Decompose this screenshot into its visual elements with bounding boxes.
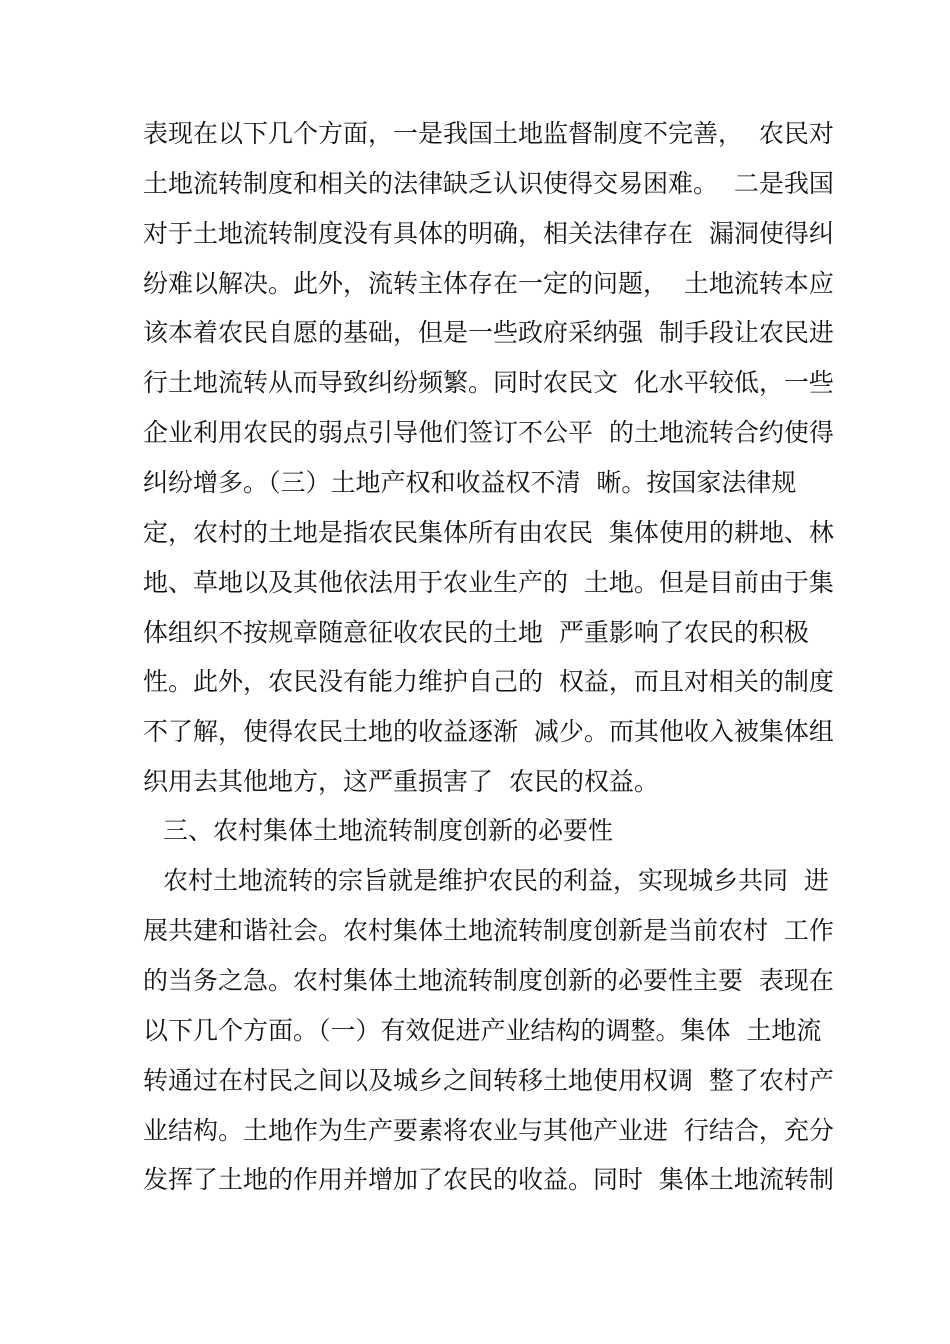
paragraph-line: 企业利用农民的弱点引导他们签订不公平 的土地流转合约使得 (143, 418, 834, 447)
paragraph-line: 地、草地以及其他依法用于农业生产的 土地。但是目前由于集 (143, 568, 834, 597)
paragraph-line: 以下几个方面。（一）有效促进产业结构的调整。集体 土地流 (143, 1016, 822, 1045)
paragraph-line: 农村土地流转的宗旨就是维护农民的利益，实现城乡共同 进 (163, 866, 829, 895)
paragraph-line: 土地流转制度和相关的法律缺乏认识使得交易困难。 二是我国 (143, 169, 834, 198)
paragraph-line: 业结构。土地作为生产要素将农业与其他产业进 行结合，充分 (143, 1116, 834, 1145)
paragraph-line: 的当务之急。农村集体土地流转制度创新的必要性主要 表现在 (143, 966, 834, 995)
paragraph-line: 纷难以解决。此外，流转主体存在一定的问题， 土地流转本应 (143, 269, 834, 298)
paragraph-line: 表现在以下几个方面，一是我国土地监督制度不完善， 农民对 (143, 119, 834, 148)
paragraph-line: 体组织不按规章随意征收农民的土地 严重影响了农民的积极 (143, 618, 809, 647)
paragraph-line: 转通过在村民之间以及城乡之间转移土地使用权调 整了农村产 (143, 1066, 834, 1095)
paragraph-line: 该本着农民自愿的基础，但是一些政府采纳强 制手段让农民进 (143, 318, 834, 347)
section-heading: 三、农村集体土地流转制度创新的必要性 (163, 816, 614, 845)
paragraph-line: 性。此外，农民没有能力维护自己的 权益，而且对相关的制度 (143, 667, 834, 696)
paragraph-line: 行土地流转从而导致纠纷频繁。同时农民文 化水平较低，一些 (143, 368, 834, 397)
paragraph-line: 对于土地流转制度没有具体的明确，相关法律存在 漏洞使得纠 (143, 219, 834, 248)
paragraph-line: 发挥了土地的作用并增加了农民的收益。同时 集体土地流转制 (143, 1165, 834, 1194)
paragraph-line: 织用去其他地方，这严重损害了 农民的权益。 (143, 767, 659, 796)
paragraph-line: 纠纷增多。（三）土地产权和收益权不清 晰。按国家法律规 (143, 468, 797, 497)
paragraph-line: 定，农村的土地是指农民集体所有由农民 集体使用的耕地、林 (143, 518, 834, 547)
paragraph-line: 不了解，使得农民土地的收益逐渐 减少。而其他收入被集体组 (143, 717, 834, 746)
paragraph-line: 展共建和谐社会。农村集体土地流转制度创新是当前农村 工作 (143, 916, 834, 945)
